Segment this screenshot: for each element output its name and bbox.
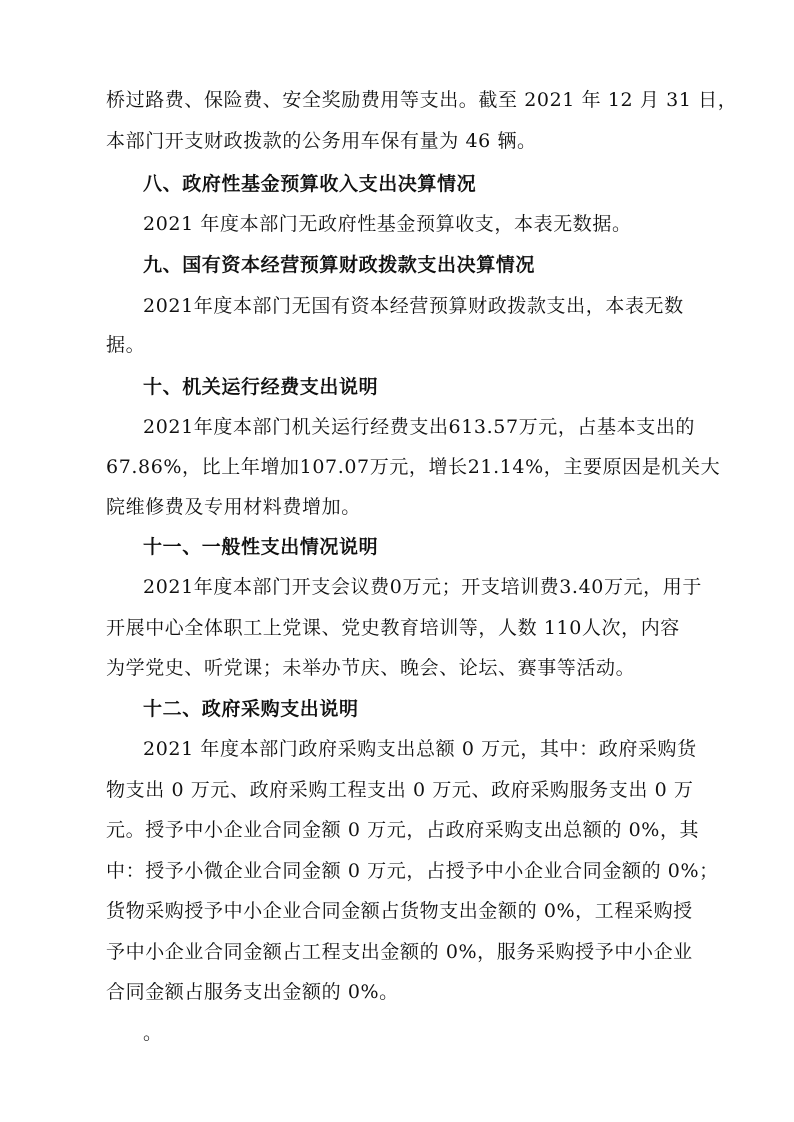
body-line: 中：授予小微企业合同金额 0 万元，占授予中小企业合同金额的 0%； — [106, 860, 719, 882]
section-heading-12: 十二、政府采购支出说明 — [143, 698, 359, 720]
body-line: 据。 — [106, 334, 146, 356]
body-line: 。 — [143, 1022, 163, 1044]
body-line: 桥过路费、保险费、安全奖励费用等支出。截至 2021 年 12 月 31 日， — [106, 89, 738, 111]
section-heading-8: 八、政府性基金预算收入支出决算情况 — [143, 173, 477, 195]
body-line: 为学党史、听党课；未举办节庆、晚会、论坛、赛事等活动。 — [106, 657, 636, 679]
body-line: 货物采购授予中小企业合同金额占货物支出金额的 0%，工程采购授 — [106, 900, 693, 922]
body-line: 予中小企业合同金额占工程支出金额的 0%，服务采购授予中小企业 — [106, 941, 693, 963]
body-line: 2021 年度本部门政府采购支出总额 0 万元，其中：政府采购货 — [143, 738, 697, 760]
section-heading-10: 十、机关运行经费支出说明 — [143, 376, 379, 398]
section-heading-11: 十一、一般性支出情况说明 — [143, 536, 379, 558]
body-line: 2021 年度本部门无政府性基金预算收支，本表无数据。 — [143, 213, 632, 235]
body-line: 元。授予中小企业合同金额 0 万元，占政府采购支出总额的 0%，其 — [106, 819, 700, 841]
body-line: 67.86%，比上年增加107.07万元，增长21.14%，主要原因是机关大 — [106, 456, 721, 478]
body-line: 物支出 0 万元、政府采购工程支出 0 万元、政府采购服务支出 0 万 — [106, 779, 694, 801]
body-line: 院维修费及专用材料费增加。 — [106, 496, 361, 518]
body-line: 2021年度本部门开支会议费0万元；开支培训费3.40万元，用于 — [143, 576, 702, 598]
body-line: 2021年度本部门机关运行经费支出613.57万元，占基本支出的 — [143, 416, 696, 438]
body-line: 合同金额占服务支出金额的 0%。 — [106, 981, 399, 1003]
section-heading-9: 九、国有资本经营预算财政拨款支出决算情况 — [143, 254, 536, 276]
body-line: 2021年度本部门无国有资本经营预算财政拨款支出，本表无数 — [143, 295, 684, 317]
body-line: 本部门开支财政拨款的公务用车保有量为 46 辆。 — [106, 130, 537, 152]
body-line: 开展中心全体职工上党课、党史教育培训等，人数 110人次，内容 — [106, 617, 680, 639]
